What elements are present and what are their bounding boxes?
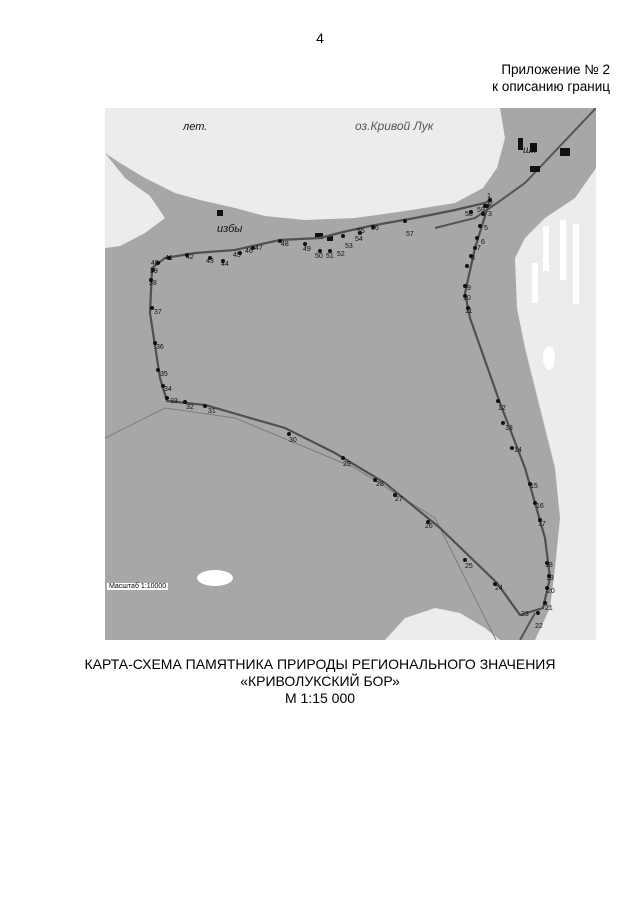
svg-text:9: 9 [467,285,471,292]
svg-text:48: 48 [281,241,289,248]
svg-text:21: 21 [545,605,553,612]
svg-text:8: 8 [471,255,475,262]
river-right [515,168,596,640]
clearing-1 [543,226,549,271]
svg-text:27: 27 [395,496,403,503]
point-labels [149,193,555,630]
svg-text:55: 55 [357,228,365,235]
svg-text:53: 53 [345,243,353,250]
summer-label: лет. [183,121,208,133]
svg-text:36: 36 [156,344,164,351]
svg-text:5: 5 [484,225,488,232]
svg-text:56: 56 [371,225,379,232]
svg-text:47: 47 [255,245,263,252]
svg-text:34: 34 [164,386,172,393]
svg-text:41: 41 [165,255,173,262]
svg-text:15: 15 [530,483,538,490]
svg-text:16: 16 [536,503,544,510]
svg-text:35: 35 [160,371,168,378]
svg-text:42: 42 [186,254,194,261]
svg-text:58: 58 [465,211,473,218]
page-number: 4 [316,30,324,46]
appendix-subtitle: к описанию границ [492,79,610,94]
svg-text:28: 28 [376,481,384,488]
svg-text:26: 26 [425,523,433,530]
svg-text:20: 20 [547,588,555,595]
svg-text:6: 6 [481,239,485,246]
huts-label: избы [217,223,243,235]
svg-text:49: 49 [303,246,311,253]
svg-text:44: 44 [221,261,229,268]
svg-text:43: 43 [206,258,214,265]
settlement-label: шк [523,145,537,156]
svg-text:7: 7 [477,245,481,252]
map-scale-note: Масштаб 1:10000 [109,583,167,590]
svg-text:51: 51 [326,253,334,260]
svg-text:22: 22 [535,623,543,630]
svg-text:59: 59 [477,207,485,214]
building-4 [530,166,540,172]
svg-text:12: 12 [498,405,506,412]
clearing-4 [532,263,538,303]
svg-text:52: 52 [337,251,345,258]
building-3 [560,148,570,156]
svg-text:40: 40 [151,260,159,267]
appendix-note [492,61,610,95]
caption-title: КАРТА-СХЕМА ПАМЯТНИКА ПРИРОДЫ РЕГИОНАЛЬНОГО ЗНАЧЕНИЯ [84,656,556,672]
road-south [105,408,496,640]
clearing-6 [197,570,233,586]
svg-text:14: 14 [514,447,522,454]
svg-text:32: 32 [186,404,194,411]
clearing-5 [543,346,555,370]
svg-text:50: 50 [315,253,323,260]
svg-text:25: 25 [465,563,473,570]
svg-text:45: 45 [233,252,241,259]
svg-text:2: 2 [489,201,493,208]
svg-text:37: 37 [154,309,162,316]
svg-text:17: 17 [538,521,546,528]
svg-text:19: 19 [546,575,554,582]
svg-text:29: 29 [343,461,351,468]
lake-label: оз.Кривой Лук [355,119,434,133]
clearing-3 [573,224,579,304]
svg-text:46: 46 [245,248,253,255]
lake [105,108,505,220]
svg-text:38: 38 [149,280,157,287]
svg-text:30: 30 [289,437,297,444]
svg-text:57: 57 [406,231,414,238]
svg-text:23: 23 [521,611,529,618]
caption-name: «КРИВОЛУКСКИЙ БОР» [240,673,400,689]
map-svg [105,108,596,640]
svg-text:11: 11 [465,308,473,315]
svg-text:31: 31 [208,408,216,415]
boundary-map [105,108,596,640]
building-7 [217,210,223,216]
svg-text:13: 13 [505,425,513,432]
map-caption [0,656,640,707]
svg-text:18: 18 [545,562,553,569]
svg-text:3: 3 [488,211,492,218]
caption-scale: М 1:15 000 [284,690,356,706]
svg-text:24: 24 [495,585,503,592]
svg-text:1: 1 [487,193,491,200]
svg-text:10: 10 [463,295,471,302]
appendix-title: Приложение № 2 [501,62,610,77]
svg-text:54: 54 [355,236,363,243]
svg-text:39: 39 [150,268,158,275]
clearing-2 [560,220,566,280]
svg-text:33: 33 [170,398,178,405]
